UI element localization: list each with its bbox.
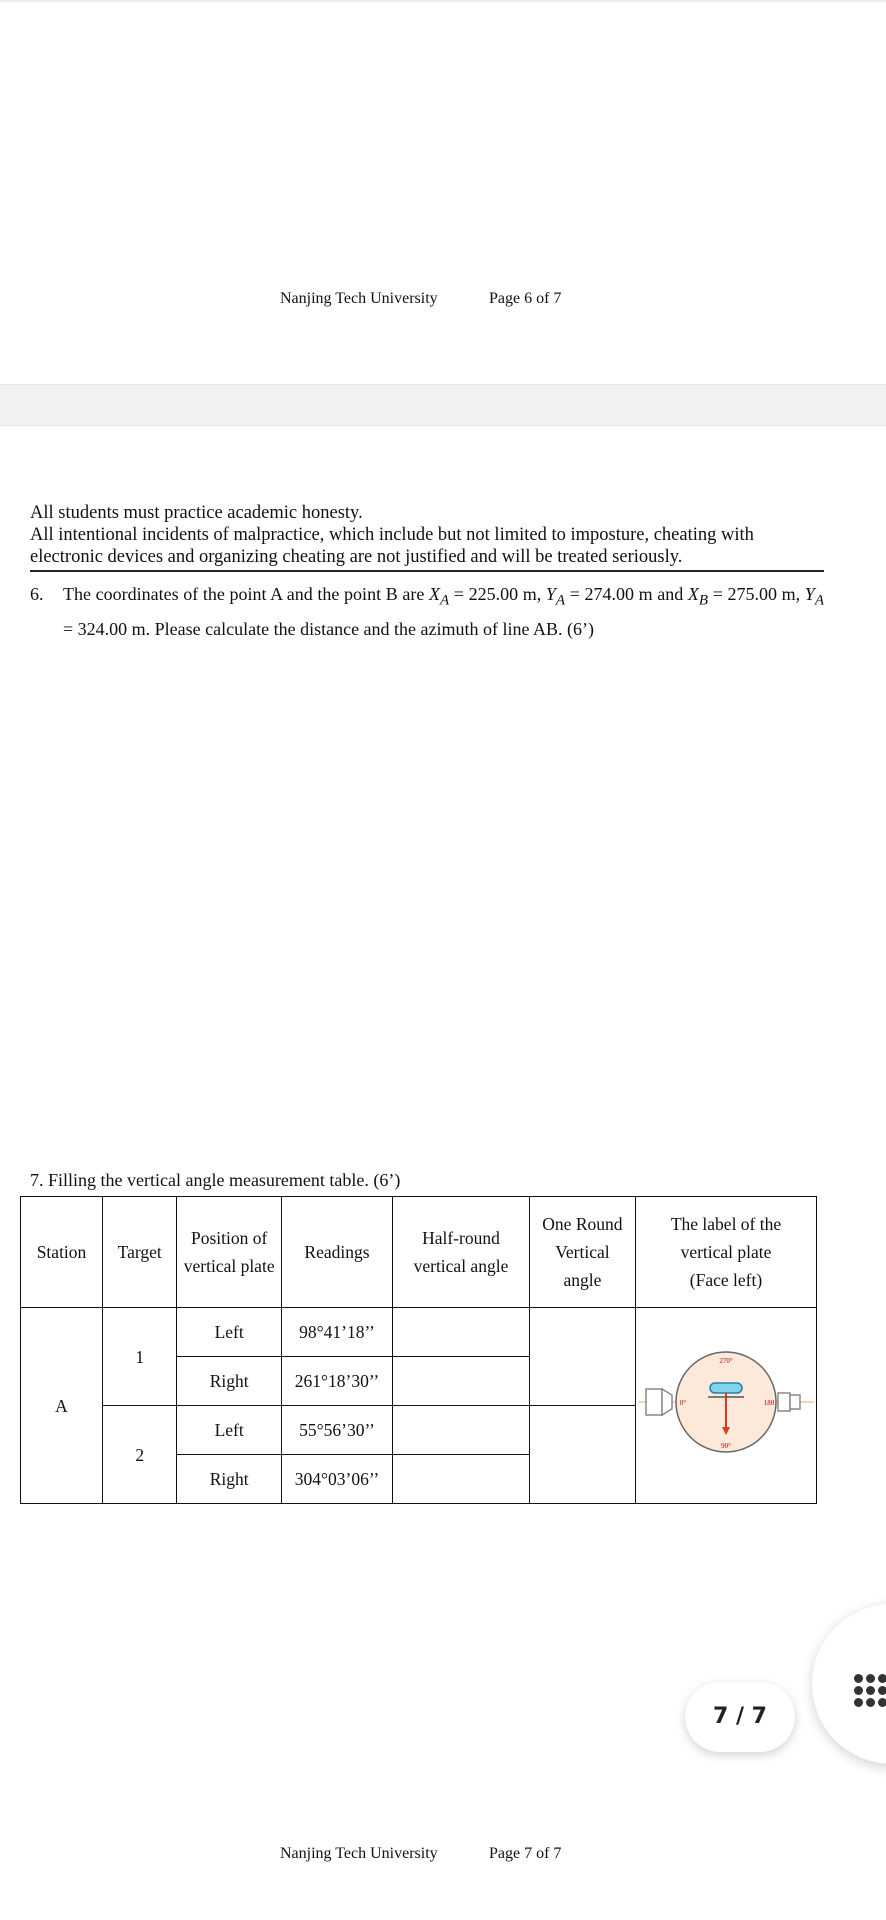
- dial-label-0: 0°: [679, 1398, 687, 1407]
- prev-footer-university: Nanjing Tech University: [280, 290, 438, 307]
- top-divider: [0, 0, 886, 2]
- question-6-text: [63, 580, 824, 643]
- objective-lens: [778, 1393, 790, 1411]
- one-round-input-2[interactable]: [529, 1406, 635, 1504]
- honesty-line-1: All students must practice academic honesty.: [30, 503, 363, 523]
- half-round-input[interactable]: [393, 1357, 530, 1406]
- xb-value: = 275.00 m,: [708, 584, 805, 604]
- yb-value: = 324.00 m: [63, 618, 146, 639]
- prev-footer-page: Page 6 of 7: [489, 290, 562, 307]
- yb-subscript: A: [814, 592, 824, 609]
- question-6-number: 6.: [30, 584, 44, 604]
- reading-cell: 261°18’30’’: [281, 1357, 392, 1406]
- honesty-line-2: All intentional incidents of malpractice, which include but not limited to imposture, cheating with electronic devices and organizing cheating are not justified and will be treated seriously.: [30, 525, 754, 567]
- q6-text-3: . Please calculate the distance and the azimuth of line AB. (6’): [145, 618, 594, 639]
- header-position: Position of vertical plate: [177, 1197, 281, 1308]
- yb-symbol: Y: [804, 584, 815, 604]
- telescope-eyepiece: [646, 1389, 662, 1415]
- half-round-input[interactable]: [393, 1308, 530, 1357]
- footer-page: Page 7 of 7: [489, 1845, 562, 1862]
- position-cell: Right: [177, 1455, 281, 1504]
- objective-cap: [790, 1395, 800, 1409]
- question-6: [30, 580, 824, 643]
- header-one-round: One Round Vertical angle: [529, 1197, 635, 1308]
- xa-symbol: X: [428, 584, 440, 604]
- honesty-rule: [30, 570, 824, 572]
- ya-value: = 274.00 m: [565, 584, 653, 604]
- telescope-body: [662, 1389, 672, 1415]
- q6-text-2: and: [652, 584, 688, 604]
- ya-subscript: A: [555, 592, 566, 609]
- header-half-round: Half-round vertical angle: [393, 1197, 530, 1308]
- one-round-input-1[interactable]: [529, 1308, 635, 1406]
- menu-button[interactable]: [812, 1604, 886, 1764]
- vertical-plate-diagram: [636, 1347, 816, 1457]
- position-cell: Left: [177, 1406, 281, 1455]
- xb-symbol: X: [687, 584, 699, 604]
- ya-symbol: Y: [545, 584, 556, 604]
- position-cell: Right: [177, 1357, 281, 1406]
- header-target: Target: [103, 1197, 177, 1308]
- page-gap: [0, 384, 886, 426]
- plate-label-cell: [636, 1308, 817, 1504]
- previous-page: [0, 0, 886, 384]
- xa-subscript: A: [439, 592, 450, 609]
- header-station: Station: [21, 1197, 103, 1308]
- vertical-angle-table: [20, 1196, 817, 1504]
- header-readings: Readings: [281, 1197, 392, 1308]
- q6-text-1: The coordinates of the point A and the point B are: [63, 584, 429, 604]
- dial-label-180: 180: [763, 1398, 775, 1407]
- footer-university: Nanjing Tech University: [280, 1845, 438, 1862]
- position-cell: Left: [177, 1308, 281, 1357]
- table-header-row: [21, 1197, 817, 1308]
- reading-cell: 98°41’18’’: [281, 1308, 392, 1357]
- target-cell-2: 2: [103, 1406, 177, 1504]
- station-cell: A: [21, 1308, 103, 1504]
- level-bubble: [710, 1383, 742, 1393]
- question-7-title: 7. Filling the vertical angle measurement table. (6’): [30, 1170, 401, 1190]
- dial-label-270: 270°: [719, 1356, 733, 1365]
- reading-cell: 55°56’30’’: [281, 1406, 392, 1455]
- table-row: [21, 1308, 817, 1357]
- xb-subscript: B: [698, 592, 709, 609]
- honesty-statement: [30, 502, 824, 568]
- xa-value: = 225.00 m,: [449, 584, 546, 604]
- page-indicator[interactable]: 7 / 7: [685, 1682, 795, 1752]
- reading-cell: 304°03’06’’: [281, 1455, 392, 1504]
- half-round-input[interactable]: [393, 1455, 530, 1504]
- half-round-input[interactable]: [393, 1406, 530, 1455]
- target-cell-1: 1: [103, 1308, 177, 1406]
- dial-label-90: 90°: [721, 1441, 731, 1450]
- header-plate-label: The label of the vertical plate (Face left): [636, 1197, 817, 1308]
- grid-dots-icon: [854, 1674, 884, 1704]
